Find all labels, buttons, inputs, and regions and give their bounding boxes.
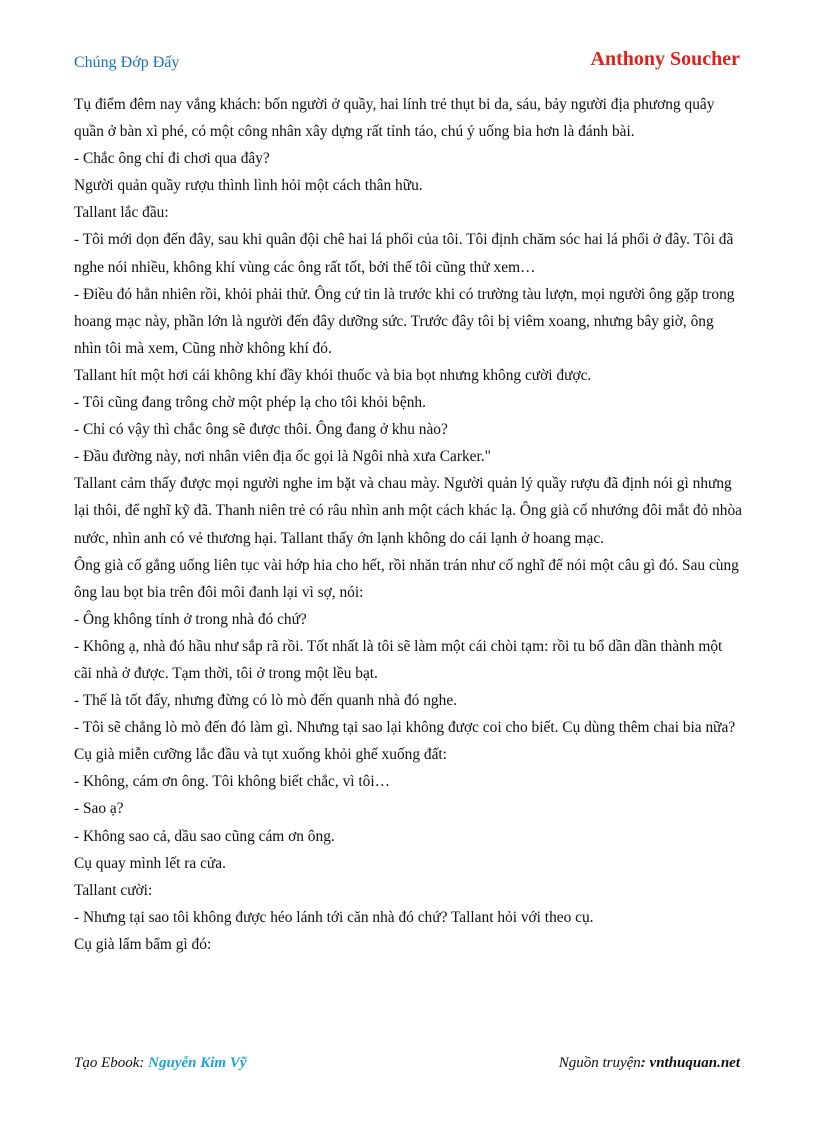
page-header [74,48,740,78]
paragraph: - Chắc ông chỉ đi chơi qua đây? [74,150,270,168]
paragraph: - Tôi cũng đang trông chờ một phép lạ cho tôi khỏi bệnh. [74,394,426,412]
paragraph: Người quản quầy rượu thình lình hỏi một cách thân hữu. [74,177,423,195]
page-footer [74,1055,740,1079]
paragraph: - Không, cám ơn ông. Tôi không biết chắc, vì tôi… [74,773,391,791]
paragraph: - Đầu đường này, nơi nhân viên địa ốc gọi là Ngôi nhà xưa Carker." [74,448,491,466]
paragraph: - Nhưng tại sao tôi không được héo lánh tới căn nhà đó chứ? Tallant hỏi với theo cụ. [74,908,594,926]
paragraph: Tallant lắc đầu: [74,204,169,222]
paragraph: Cụ già miễn cưỡng lắc đầu và tụt xuống khỏi ghế xuống đất: [74,746,447,764]
source-label: Nguồn truyện [558,1055,641,1071]
paragraph: - Không sao cả, dầu sao cũng cám ơn ông. [74,827,335,845]
paragraph: - Điều đó hẳn nhiên rồi, khỏi phải thử. Ông cứ tin là trước khi có trường tàu lượn, mọi người ông gặp trong hoang mạc này, phần lớn là người đến đây dưỡng sức. Trước đây tôi bị viêm xoang, nhưng bây giờ, ông nhìn tôi mà xem, Cũng nhờ không khí đó. [74,285,735,357]
paragraph: - Không ạ, nhà đó hầu như sắp rã rồi. Tốt nhất là tôi sẽ làm một cái chòi tạm: rồi tu bổ dần dần thành một cãi nhà ở được. Tạm thời, tôi ở trong một lều bạt. [74,637,723,682]
paragraph: - Tôi sẽ chẳng lò mò đến đó làm gì. Nhưng tại sao lại không được coi cho biết. Cụ dùng thêm chai bia nữa? [74,719,736,737]
paragraph: Tallant cảm thấy được mọi người nghe im bặt và chau mày. Người quản lý quầy rượu đã định nói gì nhưng lại thôi, để nghĩ kỹ đã. Thanh niên trẻ có râu nhìn anh một cách khác lạ. Ông già cố nhướng đôi mắt đỏ nhòa nước, nhìn anh có vẻ thương hại. Tallant thấy ớn lạnh không do cái lạnh ở hoang mạc. [74,475,742,547]
author-name: Anthony Soucher [590,48,740,70]
story-text [74,91,744,958]
paragraph: - Thế là tốt đấy, nhưng đừng có lò mò đến quanh nhà đó nghe. [74,692,457,710]
source-credit: Nguồn truyện: vnthuquan.net [558,1055,740,1071]
paragraph: - Tôi mới dọn đến đây, sau khi quân đội chê hai lá phổi của tôi. Tôi định chăm sóc hai lá phổi ở đây. Tôi đã nghe nói nhiều, không khí vùng các ông rất tốt, bởi thế tôi cũng thử xem… [74,231,734,276]
paragraph: - Chỉ có vậy thì chắc ông sẽ được thôi. Ông đang ở khu nào? [74,421,448,439]
paragraph: Cụ quay mình lết ra cửa. [74,854,226,872]
source-site: vnthuquan.net [649,1055,740,1071]
paragraph: Cụ già lẩm bẩm gì đó: [74,935,212,953]
paragraph: Tallant hít một hơi cái không khí đầy khói thuốc và bia bọt nhưng không cười được. [74,366,592,384]
paragraph: Tallant cười: [74,881,153,899]
paragraph: Ông già cố gắng uống liên tục vài hớp hia cho hết, rồi nhăn trán như cố nghĩ để nói một câu gì đó. Sau cùng ông lau bọt bia trên đôi môi đanh lại vì sợ, nói: [74,556,739,601]
creator-name: Nguyễn Kim Vỹ [148,1055,247,1071]
ebook-credit: Tạo Ebook: Nguyễn Kim Vỹ [74,1055,247,1071]
book-title: Chúng Đớp Đấy [74,54,180,71]
paragraph: - Ông không tính ở trong nhà đó chứ? [74,610,307,628]
paragraph: - Sao ạ? [74,800,124,818]
creator-label: Tạo Ebook [74,1055,140,1071]
paragraph: Tụ điểm đêm nay vắng khách: bốn người ở quầy, hai lính trẻ thụt bi da, sáu, bảy người địa phương quây quần ở bàn xì phé, có một công nhân xây dựng rất tỉnh táo, chú ý uống bia hơn là đánh bài. [74,96,715,141]
